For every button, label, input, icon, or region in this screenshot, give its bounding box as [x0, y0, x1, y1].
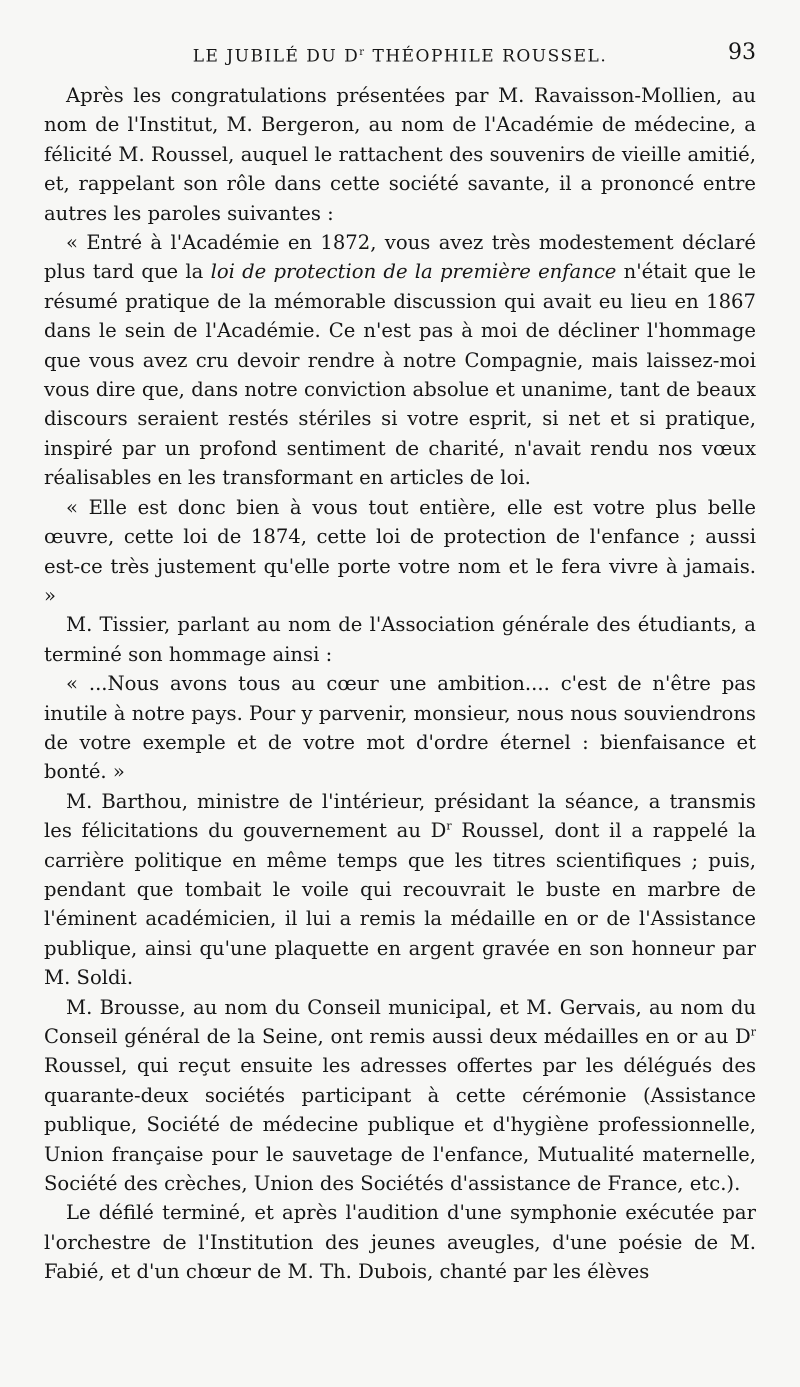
paragraph-text: « Entré à l'Académie en 1872, vous avez très modestement déclaré plus tard que la — [44, 231, 756, 284]
law-title: loi de protection de la première enfance — [210, 260, 617, 284]
paragraph-tissier-quote: « ...Nous avons tous au cœur une ambition.... c'est de n'être pas inutile à notre pays. Pour y parvenir, monsieur, nous nous souviendrons de votre exemple et de votre mot d'ordre éternel : bienfaisance et bonté. » — [44, 672, 756, 784]
running-title — [44, 38, 756, 72]
running-title-text-post: THÉOPHILE ROUSSEL. — [365, 46, 608, 67]
paragraph-text: Roussel, qui reçut ensuite les adresses offertes par les délégués des quarante-deux sociétés participant à cette cérémonie (Assistance publique, Société de médecine publique et d'hygiène professionnelle, Union française pour le sauvetage de l'enfance, Mutualité maternelle, Société des crèches, Union des Sociétés d'assistance de France, etc.). — [44, 1054, 756, 1196]
running-head — [44, 38, 756, 68]
paragraph-brousse — [44, 993, 756, 1199]
doctor-superscript: r — [446, 819, 452, 833]
paragraph-bergeron-quote-end: « Elle est donc bien à vous tout entière, elle est votre plus belle œuvre, cette loi de 1874, cette loi de protection de l'enfance ; aussi est-ce très justement qu'elle porte votre nom et le fera vivre à jamais. » — [44, 495, 756, 607]
paragraph-text: n'était que le résumé pratique de la mémorable discussion qui avait eu lieu en 1867 dans le sein de l'Académie. Ce n'est pas à moi de décliner l'hommage que vous avez cru devoir rendre à notre Compagnie, mais laissez-moi vous dire que, dans notre conviction absolue et unanime, tant de beaux discours seraient restés stériles si votre esprit, si net et si pratique, inspiré par un profond sentiment de charité, n'avait rendu nos vœux réalisables en les transformant en articles de loi. — [44, 260, 757, 490]
paragraph-congratulations: Après les congratulations présentées par M. Ravaisson-Mollien, au nom de l'Institut, M. Bergeron, au nom de l'Académie de médecine, a félicité M. Roussel, auquel le rattachent des souvenirs de vieille amitié, et, rappelant son rôle dans cette société savante, il a prononcé entre autres les paroles suivantes : — [44, 84, 756, 225]
running-title-superscript: r — [359, 47, 366, 58]
body-text — [44, 81, 756, 1287]
running-title-text-pre: LE JUBILÉ DU D — [192, 46, 360, 67]
page-number: 93 — [728, 40, 756, 65]
paragraph-text: M. Brousse, au nom du Conseil municipal, et M. Gervais, au nom du Conseil général de la Seine, ont remis aussi deux médailles en or au D — [44, 995, 756, 1048]
paragraph-tissier: M. Tissier, parlant au nom de l'Association générale des étudiants, a terminé son hommage ainsi : — [44, 613, 756, 666]
paragraph-text: M. Barthou, ministre de l'intérieur, présidant la séance, a transmis les félicitations du gouvernement au D — [44, 789, 756, 843]
doctor-superscript: r — [750, 1025, 756, 1039]
paragraph-bergeron-quote — [44, 228, 756, 493]
paragraph-defile: Le défilé terminé, et après l'audition d'une symphonie exécutée par l'orchestre de l'Institution des jeunes aveugles, d'une poésie de M. Fabié, et d'un chœur de M. Th. Dubois, chanté par les élèves — [44, 1201, 756, 1284]
paragraph-barthou — [44, 787, 756, 993]
paragraph-text: Roussel, dont il a rappelé la carrière politique en même temps que les titres scientifiques ; puis, pendant que tombait le voile qui recouvrait le buste en marbre de l'éminent académicien, il lui a remis la médaille en or de l'Assistance publique, ainsi qu'une plaquette en argent gravée en son honneur par M. Soldi. — [44, 819, 756, 990]
